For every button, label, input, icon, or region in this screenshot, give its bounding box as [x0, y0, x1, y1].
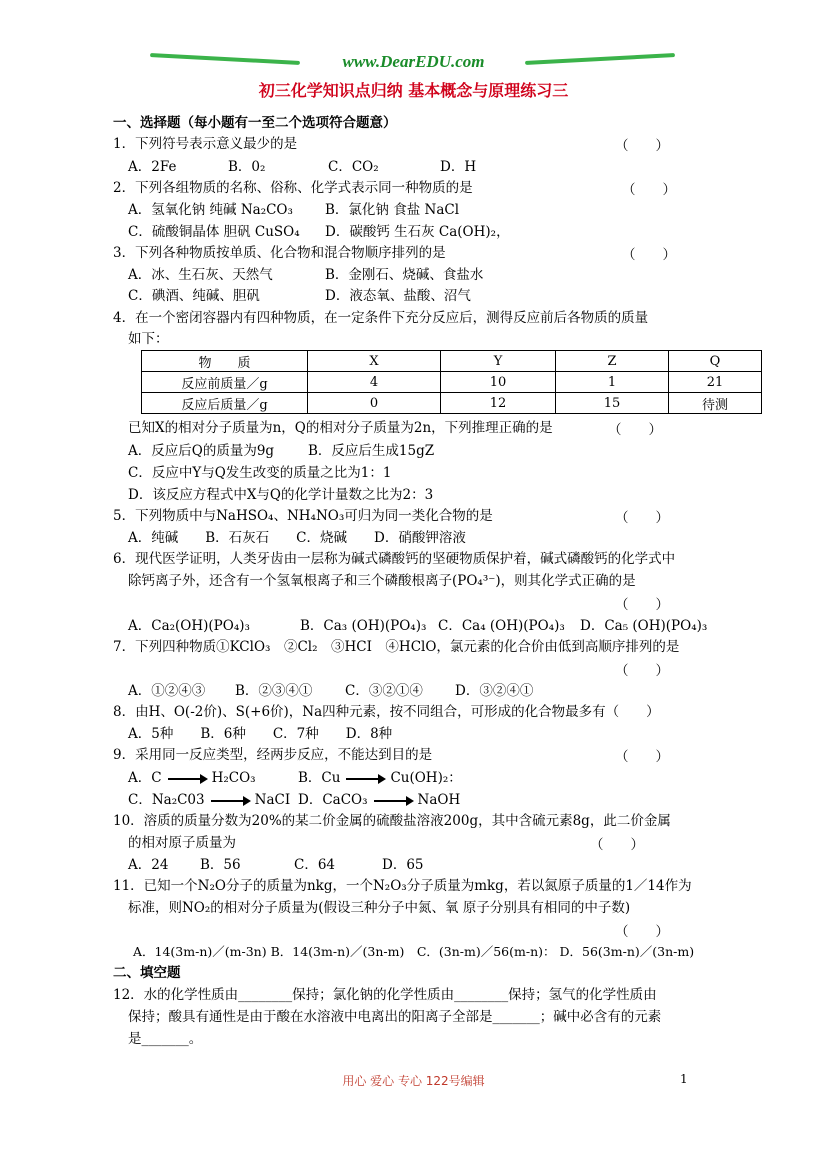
- question-2: 2．下列各组物质的名称、俗称、化学式表示同一种物质的是: [113, 180, 473, 196]
- table-cell: 待测: [669, 393, 762, 414]
- q2-option-b: B．氯化钠 食盐 NaCl: [325, 202, 460, 218]
- question-12-cont: 保持；酸具有通性是由于酸在水溶液中电离出的阳离子全部是_______；碱中必含有的元素: [128, 1009, 662, 1025]
- q9-d-end: NaOH: [417, 792, 461, 808]
- answer-paren-6: （ ）: [615, 597, 669, 613]
- section-heading-choice: 一、选择题（每小题有一至二个选项符合题意）: [113, 115, 397, 131]
- question-5: 5．下列物质中与NaHSO₄、NH₄NO₃可归为同一类化合物的是: [113, 508, 493, 524]
- q6-option-a: A．Ca₂(OH)(PO₄)₃: [128, 618, 250, 634]
- question-4-stem: 已知X的相对分子质量为n，Q的相对分子质量为2n，下列推理正确的是: [128, 420, 553, 436]
- mass-table: [141, 350, 762, 414]
- question-7: 7．下列四种物质①KClO₃ ②Cl₂ ③HCI ④HClO，氯元素的化合价由低到高顺序排列的是: [113, 639, 680, 655]
- question-6-cont: 除钙离子外，还含有一个氢氧根离子和三个磷酸根离子(PO₄³⁻)，则其化学式正确的是: [128, 573, 636, 589]
- q2-option-a: A．氢氧化钠 纯碱 Na₂CO₃: [128, 202, 293, 218]
- q8-options: A．5种 B．6种 C．7种 D．8种: [128, 726, 393, 742]
- q10-option-c: C．64: [294, 857, 336, 873]
- q2-option-d: D．碳酸钙 生石灰 Ca(OH)₂，: [325, 224, 510, 240]
- q1-option-b: B．0₂: [228, 159, 266, 175]
- q9-c-start: C．Na₂C03: [128, 792, 205, 808]
- table-row: [142, 393, 762, 414]
- q9-option-c: [128, 790, 290, 810]
- answer-paren-7: （ ）: [615, 663, 669, 679]
- q1-option-a: A．2Fe: [128, 159, 177, 175]
- table-cell: 12: [441, 393, 556, 414]
- q9-a-end: H₂CO₃: [211, 770, 256, 786]
- arrow-icon: [346, 778, 384, 780]
- q3-option-c: C．碘酒、纯碱、胆矾: [128, 288, 260, 304]
- question-11-cont: 标准，则NO₂的相对分子质量为(假设三种分子中氮、氧 原子分别具有相同的中子数): [128, 900, 631, 916]
- question-3: 3．下列各种物质按单质、化合物和混合物顺序排列的是: [113, 245, 446, 261]
- q6-option-d: D．Ca₅ (OH)(PO₄)₃: [580, 618, 708, 634]
- q7-option-b: B．②③④①: [235, 683, 313, 699]
- table-cell: 反应后质量／g: [142, 393, 308, 414]
- q9-option-d: [298, 790, 460, 810]
- q4-option-a: A．反应后Q的质量为9g: [128, 443, 275, 459]
- q11-options: A．14(3m-n)／(m-3n) B．14(3m-n)／(3n-m) C．(3n-m)／56(m-n)： D．56(3m-n)／(3n-m): [133, 944, 695, 959]
- question-1: 1．下列符号表示意义最少的是: [113, 136, 298, 152]
- q7-option-c: C．③②①④: [345, 683, 423, 699]
- q9-c-end: NaCI: [254, 792, 291, 808]
- answer-paren-2: （ ）: [622, 182, 676, 198]
- q4-option-d: D．该反应方程式中X与Q的化学计量数之比为2：3: [128, 487, 434, 503]
- q3-option-a: A．冰、生石灰、天然气: [128, 267, 273, 283]
- answer-paren-10: （ ）: [590, 837, 644, 853]
- q5-options: A．纯碱 B．石灰石 C．烧碱 D．硝酸钾溶液: [128, 530, 466, 546]
- question-12-cont2: 是_______。: [128, 1031, 203, 1047]
- q1-option-c: C．CO₂: [328, 159, 379, 175]
- table-cell: 4: [308, 372, 441, 393]
- q4-option-c: C．反应中Y与Q发生改变的质量之比为1：1: [128, 465, 392, 481]
- answer-paren-4: （ ）: [608, 422, 662, 438]
- table-cell: 21: [669, 372, 762, 393]
- page-footer: 用心 爱心 专心 122号编辑: [342, 1074, 485, 1088]
- page-number: 1: [680, 1072, 688, 1086]
- section-heading-fill: 二、填空题: [113, 965, 181, 981]
- table-cell: 0: [308, 393, 441, 414]
- table-row: [142, 351, 762, 372]
- q7-option-d: D．③②④①: [455, 683, 534, 699]
- question-8: 8．由H、O(-2价)、S(+6价)，Na四种元素，按不同组合，可形成的化合物最多有（ ）: [113, 704, 660, 720]
- q7-option-a: A．①②④③: [128, 683, 206, 699]
- q9-b-end: Cu(OH)₂：: [390, 770, 462, 786]
- table-cell: 15: [556, 393, 669, 414]
- answer-paren-11: （ ）: [615, 924, 669, 940]
- q6-option-b: B．Ca₃ (OH)(PO₄)₃: [300, 618, 427, 634]
- answer-paren-9: （ ）: [615, 749, 669, 765]
- q9-a-start: A．C: [128, 770, 162, 786]
- site-logo: www.DearEDU.com: [342, 52, 485, 71]
- q10-option-d: D．65: [382, 857, 424, 873]
- q9-d-start: D．CaCO₃: [298, 792, 368, 808]
- q3-option-b: B．金刚石、烧碱、食盐水: [325, 267, 484, 283]
- q2-option-c: C．硫酸铜晶体 胆矾 CuSO₄: [128, 224, 300, 240]
- table-cell: 反应前质量／g: [142, 372, 308, 393]
- q10-option-a: A．24: [128, 857, 169, 873]
- question-10: 10．溶质的质量分数为20%的某二价金属的硫酸盐溶液200g，其中含硫元素8g，此二价金属: [113, 813, 671, 829]
- question-9: 9．采用同一反应类型，经两步反应，不能达到目的是: [113, 747, 433, 763]
- answer-paren-1: （ ）: [615, 138, 669, 154]
- table-cell: X: [308, 351, 441, 372]
- question-10-cont: 的相对原子质量为: [128, 835, 236, 851]
- table-cell: Y: [441, 351, 556, 372]
- table-cell: 1: [556, 372, 669, 393]
- arrow-icon: [374, 800, 412, 802]
- q3-option-d: D．液态氧、盐酸、沼气: [325, 288, 471, 304]
- q10-option-b: B．56: [200, 857, 241, 873]
- question-4-cont: 如下：: [128, 331, 169, 347]
- question-6: 6．现代医学证明，人类牙齿由一层称为碱式磷酸钙的坚硬物质保护着，碱式磷酸钙的化学式中: [113, 551, 676, 567]
- q1-option-d: D．H: [440, 159, 477, 175]
- table-cell: Q: [669, 351, 762, 372]
- page-title: 初三化学知识点归纳 基本概念与原理练习三: [258, 81, 569, 100]
- table-row: [142, 372, 762, 393]
- arrow-icon: [168, 778, 206, 780]
- answer-paren-5: （ ）: [615, 510, 669, 526]
- q4-option-b: B．反应后生成15gZ: [308, 443, 435, 459]
- answer-paren-3: （ ）: [622, 247, 676, 263]
- table-cell: Z: [556, 351, 669, 372]
- arrow-icon: [211, 800, 249, 802]
- q9-b-start: B．Cu: [298, 770, 341, 786]
- q6-option-c: C．Ca₄ (OH)(PO₄)₃: [438, 618, 565, 634]
- question-12: 12．水的化学性质由________保持；氯化钠的化学性质由________保持；氢气的化学性质由: [113, 987, 657, 1003]
- question-11: 11．已知一个N₂O分子的质量为nkg，一个N₂O₃分子质量为mkg，若以氮原子质量的1／14作为: [113, 878, 692, 894]
- table-cell: 10: [441, 372, 556, 393]
- table-cell: 物 质: [142, 351, 308, 372]
- q9-option-a: [128, 768, 256, 788]
- q9-option-b: [298, 768, 462, 788]
- question-4: 4．在一个密闭容器内有四种物质，在一定条件下充分反应后，测得反应前后各物质的质量: [113, 310, 649, 326]
